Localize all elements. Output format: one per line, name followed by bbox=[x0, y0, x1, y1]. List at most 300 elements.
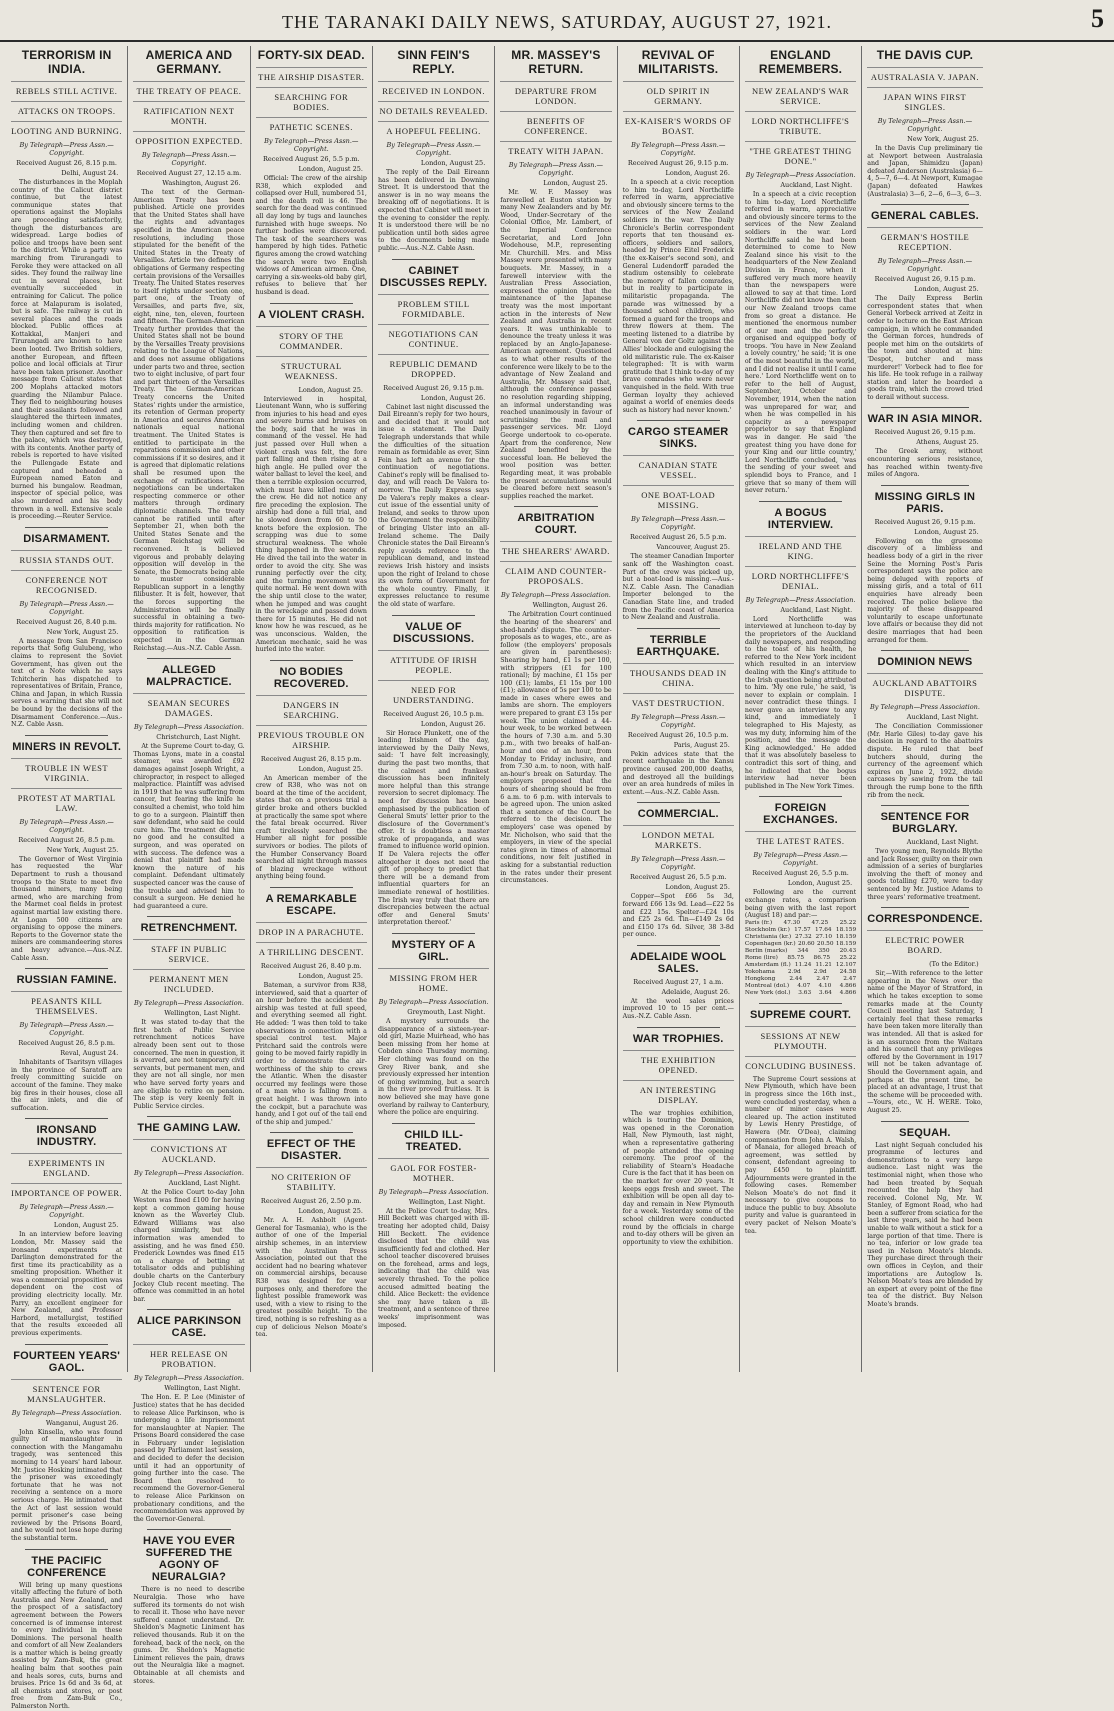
article-body: At the Supreme Court to-day, G. Thomas Lyons, mate in a coastal steamer, was awarded £92 damages against Joseph Wright, a chiropractor, in respect to alleged malpractice. Plaintiff was advised in 1919 that he was suffering from cancer, but fearing the knife he consulted a chemist, who told him to go to a surgeon. Plaintiff then saw defendant, who said he could cure him. The treatment did him no good and he consulted a surgeon, and was operated on with success. The defence was a denial that plaintiff had made known the nature of his complaint. Defendant ultimately suspected cancer was the cause of the trouble and advised him to consult a surgeon. He denied he had guaranteed a cure. bbox=[133, 743, 245, 910]
article-dateline: London, August 25. bbox=[53, 1221, 119, 1230]
received-time: Received August 26, 8.5 p.m. bbox=[18, 835, 115, 844]
article-byline: By Telegraph—Press Association. bbox=[11, 1408, 122, 1417]
article-headline: IRONSAND INDUSTRY. bbox=[36, 1124, 97, 1149]
article-byline: By Telegraph—Press Assn.—Copyright. bbox=[631, 141, 726, 157]
article-body: Following on the gruesome discovery of a limbless and headless body of a girl in the river Seine the Morning Post's Paris correspondent says the police are being deluged with reports of missing girls, and a total of 611 enquiries have already been received. The police believe the majority of these disappeared voluntarily to escape unfortunate love affairs or because they did not desire marriages that had been arranged for them. bbox=[867, 537, 983, 644]
article bbox=[256, 887, 367, 1126]
article-dateline: Adelaide, August 26. bbox=[661, 987, 730, 996]
article-headline: A BOGUS INTERVIEW. bbox=[767, 506, 834, 531]
article-subheading: AN INTERESTING DISPLAY. bbox=[623, 1080, 734, 1105]
article-subheading: A THRILLING DESCENT. bbox=[256, 942, 367, 957]
received-time: Received August 26, 8.15 p.m. bbox=[260, 754, 362, 763]
article-headline: A VIOLENT CRASH. bbox=[257, 308, 365, 321]
article-headline: WAR TROPHIES. bbox=[632, 1032, 724, 1045]
article bbox=[378, 933, 489, 1117]
article bbox=[623, 48, 734, 414]
article-subheading: EXPERIMENTS IN ENGLAND. bbox=[11, 1153, 122, 1178]
table-cell: Amsterdam (fl.) bbox=[744, 961, 791, 968]
article-body: The Daily Express Berlin correspondent states that when General Vorbeck arrived at Zeitz in order to lecture on the East African campaign, in which he commanded the German forces, hundreds of people met him on the outskirts of the town and shouted at him: 'Despot, butcher and mass murderer!' Vorbeck had to flee for his life. He took refuge in a railway station and later he boarded a goods train, which the crowd tried to derail without success. bbox=[867, 295, 983, 401]
article-dateline: London, August 26. bbox=[420, 393, 486, 402]
table-row bbox=[745, 948, 856, 955]
received-time: Received August 26, 2.50 p.m. bbox=[260, 1197, 362, 1206]
exchange-rates-table bbox=[745, 920, 856, 997]
article-body: Interviewed in hospital, Lieutenant Wann, who is suffering from injuries to his head and eyes and severe burns and bruises on the body, said that he was in command of the vessel. He had just passed over Hull when a violent crash was felt, the fore part falling and then rising at a high angle. He pulled over the water ballast to level the keel, and then a terrible explosion occurred, which must have killed many of the crew. He did not notice any fire preceding the explosion. The airship had done a full trial, and he slowed down from 60 to 50 knots before the explosion. The scrapping was due to some structural weakness. The whole thing happened in five seconds. He dived the tail into the water in order to avoid the city. She was running perfectly over the city, and the turning movement was quite normal. He went down with the ship until close to the water, when he jumped and was caught in the wreckage and passed down there for 15 minutes. He did not know how he was rescued, as he was unconscious. Walden, the American mechanic, said he was hurled into the water. bbox=[255, 395, 367, 654]
article-body: The Hon. E. P. Lee (Minister of Justice) states that he has decided to release Alice Parkinson, who is undergoing a life imprisonment for manslaughter at Napier. The Prisons Board considered the case in February under legislation passed by Parliament last session, and decided to defer the decision until it had an opportunity of going further into the case. The Board then resolved to recommend the Governor-General to release Alice Parkinson on probationary conditions, and the recommendation was approved by the Governor-General. bbox=[133, 1394, 245, 1523]
table-cell: 4.866 bbox=[839, 989, 857, 996]
article-body: Mr. W. F. Massey was farewelled at Euston station by many New Zealanders and by Mr. Wood, Under-Secretary of the Colonial Office, Mr. Lambert, of the Imperial Conference Secretariat, and Lord John Wodehouse, M.P., representing Mr. Churchill. Mrs. and Miss Massey were presented with many bouquets. Mr. Massey, in a farewell interview with the Australian Press Association, expressed the opinion that the maintenance of the Japanese treaty was the most important action in the interests of New Zealand and Australia in recent years. It was unthinkable to denounce the treaty unless it was replaced by an Anglo-Japanese-American agreement. Questioned as to what other results of the conference were likely to be to the advantage of New Zealand and Australia, Mr. Massey said that, although the conference passed no resolution regarding shipping, an informal understanding was reached unanimously in favour of scrutinising the mail and passenger services. Mr. Lloyd George undertook to co-operate. Apart from the conference, New Zealand benefited by the successful loan. He believed the wool position was better. Regarding meat, it was probable the present accumulations would be cleared before next season's supplies reached the market. bbox=[500, 189, 612, 500]
article-subheading: NEED FOR UNDERSTANDING. bbox=[378, 680, 489, 705]
table-cell: Hongkong bbox=[744, 975, 776, 982]
column-4 bbox=[373, 46, 495, 1372]
article-dateline: London, August 25. bbox=[420, 159, 486, 167]
article-dateline: London, August 26. bbox=[665, 169, 730, 177]
article-dateline: London, August 25. bbox=[298, 764, 363, 773]
divider-rule bbox=[392, 933, 475, 934]
article-body: Lord Northcliffe was interviewed at luncheon to-day by the proprietors of the Auckland daily newspapers, and responding to the toast of his health, he referred to the New York incident which resulted in an interview dealing with the King's attitude to the Irish question being attributed to him. 'My one rule,' he said, 'is never to explain or complain. I never contradict these things. I never gave an interview to any kind, and immediately I telegraphed to His Majesty, as was my duty, informing him of the position, and the message the King acknowledged.' He added that it was absolutely baseless to contradict this sort of thing, and he indicated that the bogus interview had never been published in The New York Times. bbox=[744, 615, 857, 790]
received-time: Received August 26, 8.40 p.m. bbox=[16, 617, 117, 626]
article-subheading: AUSTRALASIA V. JAPAN. bbox=[867, 67, 982, 82]
article-headline: GENERAL CABLES. bbox=[870, 210, 979, 223]
article-body: In a speech at a civic reception to him to-day, Lord Northcliffe referred in warm, appreciative and obviously sincere terms to the services of the New Zealand soldiers in the war. Lord Northcliffe said he had been determined to come to New Zealand since his visit to the headquarters of the New Zealand Division in France, when it suffered very much more heavily than the newspapers were allowed to say at that time. Lord Northcliffe did not know then that our New Zealand troops came from so great a distance. He mentioned the enormous number of our men and the perfectly organised and equipped body of troops. 'You have in New Zealand a lovely country,' he said; 'it is one of the most beautiful in the world, and I did not realise it until I came here.' Lord Northcliffe went on to refer to the hell of August, September, October and November, 1914, when the nation was unprepared for war, and when he was compelled in his capacity as a newspaper proprietor to say that England was in danger. He said 'the greatest thing you have done for your King and our little country,' Lord Northcliffe concluded, 'was the sending of your sweet and splendid boys to France, and I grieve that so many of them will never return.' bbox=[744, 191, 857, 495]
divider-rule bbox=[392, 615, 475, 616]
article-headline: DOMINION NEWS bbox=[877, 656, 973, 669]
article bbox=[11, 1549, 122, 1711]
divider-rule bbox=[25, 1549, 108, 1550]
article-body: Sir Horace Plunkett, one of the leading Irishmen of the day, interviewed by the Daily News, said: 'I have felt increasingly, during the past two months, that the calmest and frankest discussion has been infinitely more helpful than this strange reversion to secret diplomacy. The need for discussion has been emphasised by the publication of General Smuts' letter prior to the disclosure of the Government's offer. It is doubtless a master stroke of propaganda, and was framed to influence world opinion. If De Valera rejects the offer altogether it does not need the gift of prophecy to predict that there will be a demand from influential quarters for an immediate renewal of hostilities. The Irish way truly that there are discrepancies between the actual offer and General Smuts' interpretation thereof.' bbox=[377, 729, 490, 927]
article-headline: CABINET DISCUSSES REPLY. bbox=[379, 264, 488, 289]
divider-rule bbox=[514, 506, 597, 507]
table-cell: 4.10 bbox=[818, 982, 832, 989]
article-subheading: GAOL FOR FOSTER-MOTHER. bbox=[378, 1158, 489, 1183]
newspaper-title: THE TARANAKI DAILY NEWS, SATURDAY, AUGUST 27, 1921. bbox=[282, 12, 832, 32]
article bbox=[133, 1529, 244, 1685]
article bbox=[867, 907, 982, 1114]
article-body: An American member of the crew of R38, who was not on board at the time of the accident, states that on a previous trial a girder broke and others buckled at practically the same spot where the fatal break occurred. River craft tirelessly searched the Humber all night for possible survivors or bodies. The pilots of the Humber Conservancy Board searched all night through masses of blazing wreckage without anything being found. bbox=[255, 774, 367, 881]
article-dateline: Delhi, August 24. bbox=[61, 169, 119, 177]
article-body: In an interview before leaving London, Mr. Massey said the ironsand experiments at Darlington demonstrated for the first time its practicability as a smelting proposition. Whether it was a commercial proposition was dependent on the cost of providing electricity locally. Mr. Parry, an excellent engineer for New Zealand, and Professor Harbord, metallurgist, testified that the results exceeded all previous experiments. bbox=[11, 1231, 123, 1338]
table-cell: 86.75 bbox=[813, 954, 831, 961]
article bbox=[500, 506, 611, 884]
article-body: Copper—Spot £66 5s 3d, forward £66 13s 9d. Lead—£22 5s and £22 15s. Spelter—£24 10s and £25 2s 6d. Tin—£149 2s 6d and £150 17s 6d. Silver, 38 3-8d per ounce. bbox=[622, 893, 734, 939]
article-byline: By Telegraph—Press Assn.—Copyright. bbox=[631, 855, 726, 872]
article-subheading: THE TREATY OF PEACE. bbox=[133, 81, 244, 96]
table-cell: Yokohama bbox=[744, 968, 775, 975]
article-body: A mystery surrounds the disappearance of a sixteen-year-old girl, Mazie Muirhead, who has been missing from her home at Cobden since Thursday morning. Her clothing was found on the Grey River bank, and she previously expressed her intention of going swimming, but a search in the river proved fruitless. It is now believed she may have gone overland by railway to Canterbury, where the police are enquiring. bbox=[377, 1018, 490, 1117]
table-cell: Paris (fr.) bbox=[744, 919, 773, 926]
received-time: Received August 26, 5.5 p.m. bbox=[752, 869, 849, 878]
divider-rule bbox=[25, 1344, 108, 1345]
table-cell: 12.107 bbox=[835, 961, 857, 968]
article-subheading: VAST DESTRUCTION. bbox=[623, 693, 734, 708]
received-time: Received August 26, 10.5 p.m. bbox=[627, 730, 729, 739]
article-dateline: Reval, August 24. bbox=[60, 1049, 119, 1058]
article-subheading: ELECTRIC POWER BOARD. bbox=[867, 930, 982, 955]
received-time: Received August 26, 8.5 p.m. bbox=[18, 1039, 115, 1048]
table-row bbox=[745, 976, 856, 983]
divider-rule bbox=[881, 805, 968, 806]
article-body: A message from San Francisco reports that Sofig Gulubeng, who claims to represent the Soviet Government, has given out the text of a Note which he says Tchitcherin has dispatched to representatives of Britain, France, China and Japan, in which Russia serves a warning that she will not be bound by the decisions of the Disarmament Conference.—Aus.-N.Z. Cable Assn. bbox=[11, 637, 123, 729]
article-subheading: PROBLEM STILL FORMIDABLE. bbox=[378, 294, 489, 319]
article-subheading: HER RELEASE ON PROBATION. bbox=[133, 1344, 244, 1369]
article-headline: MINERS IN REVOLT. bbox=[12, 740, 122, 753]
article-body: Following are the current exchange rates, a comparison being given with the last report (August 18) and par:— bbox=[744, 889, 857, 920]
article-headline: MYSTERY OF A GIRL. bbox=[391, 939, 476, 963]
article-subheading: NO DETAILS REVEALED. bbox=[378, 101, 489, 116]
table-cell: 3.64 bbox=[818, 989, 832, 996]
column-6 bbox=[618, 46, 740, 1372]
article-subheading: THE LATEST RATES. bbox=[745, 831, 856, 846]
article-headline: THE PACIFIC CONFERENCE bbox=[27, 1554, 107, 1579]
article-body: Pekin advices state that the recent earthquake in the Kansu province caused 200,000 deaths, and destroyed all the buildings over an area hundreds of miles in extent.—Aus.-N.Z. Cable Assn. bbox=[622, 750, 734, 796]
article-body: The war trophies exhibition, which is touring the Dominion, was opened in the Coronation Hall, New Plymouth, last night, when a representative gathering of people attended the opening ceremony. The proof of the reliability of Stearn's Headache Cure is the fact that it has been on the market for over 20 years. It keeps eggs fresh and sweet. The exhibition will be open all day to-day and remain in New Plymouth for a week. Yesterday some of the school children were conducted round by the officials in charge and to-day others will be given an opportunity to view the exhibition. bbox=[622, 1109, 734, 1246]
table-row bbox=[745, 920, 856, 927]
article-subheading: THE EXHIBITION OPENED. bbox=[623, 1050, 734, 1075]
table-cell: 47.30 bbox=[783, 919, 801, 926]
article-byline: By Telegraph—Press Association. bbox=[869, 703, 980, 712]
article-body: The Greek army, without encountering serious resistance, has reached within twenty-five miles of Angora. bbox=[867, 448, 983, 479]
article-body: Will bring up many questions vitally affecting the future of both Australia and New Zealand, and the prospect of a satisfactory agreement between the Powers concerned is of immense interest to every individual in these Dominions. The personal health and comfort of all New Zealanders is a matter which is being greatly assisted by Zam-Buk, the great healing balm that soothes pain and heals sores, cuts, burns and bruises. Price 1s 6d and 3s 6d, at all chemists and stores, or post free from Zam-Buk Co., Palmerston North. bbox=[11, 1581, 123, 1711]
received-time: Received August 27, 12.15 a.m. bbox=[136, 169, 242, 177]
table-cell: 11.21 bbox=[815, 961, 832, 968]
article-body: The Conciliation Commissioner (Mr. Harle Giles) to-day gave his decision in regard to the abattoirs dispute. He ruled that beef butchers should, during the currency of the agreement which expires on June 2, 1922, divide carcases by sawing from the tail through the rump bone to the fifth rib from the neck. bbox=[867, 723, 983, 799]
divider-rule bbox=[881, 485, 968, 486]
received-time: Received August 26, 8.15 p.m. bbox=[16, 159, 117, 167]
article-body: John Kinsella, who was found guilty of manslaughter in connection with the Mangamahu tragedy, was sentenced this morning to 14 years' hard labour. Mr. Justice Hosking intimated that the prisoner was exceedingly fortunate that he was not receiving a sentence on a more serious charge. He intimated that the Act of last session would permit prisoner's case being reviewed by the Prisons Board, and he would not lose hope during the substantial term. bbox=[11, 1428, 123, 1542]
article-subheading: THE AIRSHIP DISASTER. bbox=[256, 67, 367, 82]
article bbox=[867, 204, 982, 401]
article-dateline: Wellington, Last Night. bbox=[164, 1384, 241, 1393]
article-headline: CHILD ILL-TREATED. bbox=[404, 1128, 464, 1153]
table-row bbox=[745, 990, 856, 997]
article-subheading: JAPAN WINS FIRST SINGLES. bbox=[867, 87, 982, 112]
column-2 bbox=[128, 46, 250, 1685]
divider-rule bbox=[881, 407, 968, 408]
article-byline: By Telegraph—Press Association. bbox=[378, 998, 489, 1006]
article-headline: REVIVAL OF MILITARISTS. bbox=[638, 48, 719, 76]
columns bbox=[6, 46, 1110, 1711]
article-headline: COMMERCIAL. bbox=[637, 808, 719, 821]
received-time: Received August 26, 10.5 p.m. bbox=[383, 709, 484, 718]
article-subheading: DEPARTURE FROM LONDON. bbox=[500, 81, 611, 106]
divider-rule bbox=[270, 1132, 353, 1133]
article-body: In a speech at a civic reception to him to-day, Lord Northcliffe referred in warm, appreciative and obviously sincere terms to the services of the New Zealand soldiers in the war. The Daily Chronicle's Berlin correspondent reports that ten thousand ex-officers, soldiers and sailors, headed by Prince Eitel Frederick (the ex-Kaiser's second son), and General Ludendorff paraded the stadium ostensibly to celebrate the memory of fallen comrades, but in reality to participate in militaristic propaganda. The parade was witnessed by a thousand school children, who formed a guard for the troops and threw flowers at them. The meeting listened to a diatribe by General von der Goltz against the Allies' blockade and eulogising the old militaristic rule. The ex-Kaiser telegraphed: 'It is with warm gratitude that I think to-day of my brave comrades who were never vanquished in the field. With true German loyalty they achieved against a world of enemies deeds such as history had never known.' bbox=[622, 179, 734, 414]
article-body: The disturbances in the Moplah country of the Calicut district continue, but the latest communique states that operations against the Moplahs are proceeding satisfactorily, though the disturbances are widespread. Large bodies of police and troops have been sent to the district. While a party was marching from Tirurangadi to Feroke they were attacked on all sides. They found the railway line cut in several places, but eventually succeeded in entraining for Calicut. The police force at Malapuram is isolated, but is safe. The railway is cut in several places and the roads blocked. Public offices at Kottakkal, Manjeri and Tirurangadi are known to have been looted. Two British soldiers, another European, and fifteen police and local officials at Tirur have been taken prisoner. Another message from Calicut states that 200 Moplahs attacked motors guarding the Nilambur Palace. They fled to neighbouring houses and their assailants followed and slaughtered the thirteen inmates, including women and children. They then captured and set fire to the palace, which was destroyed, with its contents. Another party of rebels is reported to have visited the Pullengade Estate and captured and beheaded a European named Eaton and burned his bungalow. Readman, inspector of special police, was also murdered and his body thrown in a well. Extensive scale is proceeding.—Reuter Service. bbox=[11, 179, 123, 521]
divider-rule bbox=[25, 1118, 108, 1119]
article bbox=[11, 48, 122, 521]
article bbox=[745, 1003, 856, 1235]
table-cell: 24.58 bbox=[839, 968, 857, 975]
article-subheading: STORY OF THE COMMANDER. bbox=[256, 326, 367, 351]
received-time: Received August 26, 9.15 p.m. bbox=[874, 275, 976, 284]
received-time: Received August 26, 5.5 p.m. bbox=[629, 873, 727, 882]
article-subheading: EX-KAISER'S WORDS OF BOAST. bbox=[623, 111, 734, 136]
table-cell: 17.64 bbox=[815, 926, 832, 933]
article bbox=[133, 1116, 244, 1303]
article bbox=[11, 527, 122, 729]
article-headline: THE DAVIS CUP. bbox=[876, 48, 974, 62]
article-byline: By Telegraph—Press Assn.—Copyright. bbox=[19, 1203, 114, 1220]
article-byline: By Telegraph—Press Assn.—Copyright. bbox=[631, 712, 726, 729]
article-body: Two young men, Reynolds Blythe and Jack Rosser, guilty on their own admission of a series of burglaries involving the theft of money and goods totalling £270, were to-day sentenced by Mr. Justice Adams to three years' reformative treatment. bbox=[867, 848, 983, 901]
article bbox=[867, 1121, 982, 1309]
table-cell: Stockholm (kr.) bbox=[744, 926, 790, 933]
article-byline: By Telegraph—Press Assn.—Copyright. bbox=[631, 515, 726, 532]
table-cell: 18.159 bbox=[835, 933, 857, 940]
divider-rule bbox=[147, 1529, 230, 1530]
article-headline: FORTY-SIX DEAD. bbox=[257, 48, 365, 62]
table-cell: Montreal (dol.) bbox=[744, 982, 790, 989]
article-headline: SEQUAH. bbox=[899, 1126, 951, 1139]
article-body: Bateman, a survivor from R38, interviewed, said that a quarter of an hour before the accident the airship was tested at full speed, and everything seemed all right. He added: 'I was then told to take observations in connection with a special control test. Major Pritchard said the controls were going to be moved fairly rapidly in order to demonstrate the air-worthiness of the ship to crews the Atlantic. When the disaster occurred my feelings were those of a man who is falling from a great height. I was thrown into the cockpit, but a parachute was handy, and I got out of the tail end of the ship and jumped.' bbox=[255, 982, 367, 1126]
table-cell: 25.22 bbox=[839, 954, 857, 961]
article-dateline: Greymouth, Last Night. bbox=[407, 1008, 486, 1016]
article-subheading: NO CRITERION OF STABILITY. bbox=[256, 1167, 367, 1192]
article bbox=[11, 968, 122, 1112]
article-headline: SENTENCE FOR BURGLARY. bbox=[880, 811, 970, 836]
article-body: Mr. A. H. Ashbolt (Agent-General for Tasmania), who is the author of one of the Imperial airship schemes, in an interview with the Australian Press Association, pointed out that the accident had no bearing whatever on commercial airships, because R38 was designed for war purposes only, and therefore the lightest possible framework was used, with a view to rising to the greatest possible height. To the tired, nothing is so refreshing as a cup of delicious Nelson Moate's tea. bbox=[255, 1217, 367, 1339]
article-byline: By Telegraph—Press Assn.—Copyright. bbox=[19, 599, 114, 616]
column-5 bbox=[495, 46, 617, 1372]
table-cell: 2.47 bbox=[843, 975, 857, 982]
table-cell: 344 bbox=[797, 947, 809, 954]
article-subheading: CONCLUDING BUSINESS. bbox=[745, 1056, 856, 1071]
article-headline: ARBITRATION COURT. bbox=[517, 512, 595, 537]
received-time: Received August 26, 9.15 p.m. bbox=[627, 159, 729, 167]
received-time: Received August 26, 5.5 p.m. bbox=[263, 155, 360, 163]
article-subheading: DANGERS IN SEARCHING. bbox=[256, 695, 367, 720]
article-headline: DISARMAMENT. bbox=[23, 532, 111, 545]
article bbox=[133, 1309, 244, 1523]
table-cell: 25.22 bbox=[839, 919, 857, 926]
article bbox=[867, 48, 982, 198]
article-subheading: TROUBLE IN WEST VIRGINIA. bbox=[11, 758, 122, 783]
article-subheading: SEARCHING FOR BODIES. bbox=[256, 87, 367, 112]
article-headline: A REMARKABLE ESCAPE. bbox=[265, 893, 357, 917]
article-subheading: THE SHEARERS' AWARD. bbox=[500, 541, 611, 556]
divider-rule bbox=[25, 968, 108, 969]
article-dateline: Auckland, Last Night. bbox=[780, 181, 853, 189]
article-dateline: London, August 25. bbox=[298, 972, 363, 980]
article-headline: ADELAIDE WOOL SALES. bbox=[630, 950, 727, 975]
article-byline: By Telegraph—Press Association. bbox=[745, 171, 856, 179]
page-number: 5 bbox=[1091, 4, 1104, 33]
received-time: Received August 26, 9.15 p.m. bbox=[874, 428, 976, 437]
article-headline: HAVE YOU EVER SUFFERED THE AGONY OF NEURALGIA? bbox=[142, 1535, 235, 1584]
masthead bbox=[0, 0, 1114, 42]
divider-rule bbox=[392, 259, 475, 260]
article-headline: SINN FEIN'S REPLY. bbox=[397, 48, 470, 76]
divider-rule bbox=[147, 1309, 230, 1310]
article-subheading: NEW ZEALAND'S WAR SERVICE. bbox=[745, 81, 856, 106]
article-byline: By Telegraph—Press Assn.—Copyright. bbox=[19, 1021, 114, 1038]
table-cell: 2.9d bbox=[787, 968, 801, 975]
article bbox=[133, 48, 244, 652]
table-cell: 85.75 bbox=[787, 954, 805, 961]
article-subheading: CANADIAN STATE VESSEL. bbox=[623, 455, 734, 480]
article bbox=[256, 48, 367, 297]
article-headline: CARGO STEAMER SINKS. bbox=[628, 426, 729, 451]
table-cell: 47.25 bbox=[811, 919, 829, 926]
article-byline: By Telegraph—Press Association. bbox=[134, 999, 244, 1008]
article-subheading: IMPORTANCE OF POWER. bbox=[11, 1183, 122, 1198]
article bbox=[867, 650, 982, 799]
article bbox=[623, 802, 734, 939]
article-headline: ENGLAND REMEMBERS. bbox=[758, 48, 843, 76]
article bbox=[133, 658, 244, 910]
article-byline: By Telegraph—Press Association. bbox=[745, 595, 856, 604]
divider-rule bbox=[881, 650, 968, 651]
table-cell: 20.60 bbox=[797, 940, 815, 947]
article-dateline: Wanganui, August 26. bbox=[45, 1418, 119, 1427]
received-time: Received August 26, 5.5 p.m. bbox=[629, 533, 727, 542]
article-headline: ALLEGED MALPRACTICE. bbox=[146, 664, 232, 689]
article bbox=[623, 628, 734, 797]
article-headline: RETRENCHMENT. bbox=[140, 922, 238, 935]
article bbox=[623, 945, 734, 1021]
article bbox=[623, 420, 734, 621]
table-cell: 4.866 bbox=[839, 982, 857, 989]
article bbox=[745, 501, 856, 791]
article-body: The Supreme Court sessions at New Plymouth, which have been in progress since the 16th inst., were concluded yesterday, when a number of minor cases were cleared up. The action instituted by Lewis Henry Prestidge, of Hawera (Mr. O'Dea), claiming compensation from John A. Walsh, of Manaia, for alleged breach of agreement, was settled by consent, defendant agreeing to pay £450 to plaintiff. Adjournments were granted in the following cases. Remember Nelson Moate's do not find it necessary to give coupons to induce the public to buy. Absolute purity and value is guaranteed in every packet of Nelson Moate's tea. bbox=[744, 1075, 857, 1235]
article-dateline: London, August 25. bbox=[298, 1207, 363, 1216]
article-subheading: LORD NORTHCLIFFE'S DENIAL. bbox=[745, 566, 856, 591]
article bbox=[11, 1118, 122, 1337]
article-dateline: Wellington, August 26. bbox=[532, 601, 608, 610]
article-dateline: London, August 26. bbox=[420, 719, 486, 728]
table-cell: 4.07 bbox=[797, 982, 811, 989]
table-cell: 20.50 bbox=[816, 940, 834, 947]
article-dateline: Auckland, Last Night. bbox=[780, 605, 853, 614]
divider-rule bbox=[270, 303, 353, 304]
table-row bbox=[745, 927, 856, 934]
article-body: The reply of the Dail Eireann has been delivered in Downing Street. It is understood that the answer is in no way means the breaking off of negotiations. It is expected that Cabinet will meet in the evening to consider the reply. It is understood there will be no publication until both sides agree to the documents being made public.—Aus.-N.Z. Cable Assn. bbox=[377, 169, 490, 252]
article-subheading: REBELS STILL ACTIVE. bbox=[11, 81, 122, 96]
article-headline: WAR IN ASIA MINOR. bbox=[867, 413, 983, 426]
article-subheading: RECEIVED IN LONDON. bbox=[378, 81, 489, 96]
article-byline: By Telegraph—Press Assn.—Copyright. bbox=[264, 137, 359, 153]
divider-rule bbox=[270, 660, 353, 661]
article bbox=[378, 615, 489, 927]
article-subheading: BENEFITS OF CONFERENCE. bbox=[500, 111, 611, 136]
table-row bbox=[745, 983, 856, 990]
article-headline: FOREIGN EXCHANGES. bbox=[763, 802, 838, 827]
article bbox=[133, 916, 244, 1110]
article-headline: SUPREME COURT. bbox=[749, 1008, 852, 1021]
article-subheading: LONDON METAL MARKETS. bbox=[623, 825, 734, 850]
article-subheading: REPUBLIC DEMAND DROPPED. bbox=[378, 354, 489, 379]
received-time: Received August 27, 1 a.m. bbox=[633, 977, 724, 986]
divider-rule bbox=[147, 1116, 230, 1117]
article-body: The Arbitration Court continued the hearing of the shearers' and shed-hands' dispute. The counter-proposals as to wages, etc., are as follow (the employers' proposals are given in parentheses): Shearing by hand, £1 1s per 100, with strippers (£1 for 100 rational); by machine, £1 15s per 100 (£1); lambs, £1 15s per 100 (£1); allowance of 5s per 100 to be made in cases where ewes and lambs are shorn. The employers were prepared to grant £3 15s per week. The union claimed a 44-hour week, to be worked between the hours of 7.30 a.m. and 5.30 p.m., with two breaks of half-an-hour and one of an hour, from Monday to Friday inclusive, and from 7.30 a.m. to noon, with half-an-hour's break on Saturday. The employers proposed that the hours of shearing should be from 6 a.m. to 6 p.m. with intervals to be agreed upon. The union asked that a sentence of the Court be referred to the decision. The employers' case was opened by Mr. Nicholson, who said that the employers, in view of the special rates given in times of abnormal conditions, now felt justified in asking for a substantial reduction in the rates under their present circumstances. bbox=[500, 611, 612, 885]
article-body: The steamer Canadian Importer sank off the Washington coast. Part of the crew was picked up, but a boat-load is missing.—Aus.-N.Z. Cable Assn. The Canadian Importer belonged to the Canadian State line, and traded from the Pacific coast of America to New Zealand and Australia. bbox=[622, 553, 734, 622]
article bbox=[256, 1132, 367, 1339]
article-subheading: STAFF IN PUBLIC SERVICE. bbox=[133, 939, 244, 964]
article-byline: By Telegraph—Press Assn.—Copyright. bbox=[19, 141, 114, 157]
article-byline: By Telegraph—Press Association. bbox=[500, 591, 611, 600]
article-subheading: OPPOSITION EXPECTED. bbox=[133, 131, 244, 146]
table-cell: Rome (lire) bbox=[744, 954, 778, 961]
table-cell: 2.47 bbox=[816, 975, 830, 982]
article-body: At the wool sales prices improved 10 to 15 per cent.—Aus.-N.Z. Cable Assn. bbox=[622, 997, 734, 1021]
article-headline: CORRESPONDENCE. bbox=[867, 913, 983, 926]
article-subheading: ATTACKS ON TROOPS. bbox=[11, 101, 122, 116]
article-dateline: New York, August 25. bbox=[46, 627, 119, 636]
table-cell: 18.159 bbox=[835, 926, 857, 933]
table-row bbox=[745, 969, 856, 976]
article bbox=[500, 48, 611, 500]
article-subheading: SENTENCE FOR MANSLAUGHTER. bbox=[11, 1379, 122, 1404]
table-row bbox=[745, 962, 856, 969]
article-subheading: PEASANTS KILL THEMSELVES. bbox=[11, 991, 122, 1016]
article bbox=[256, 660, 367, 881]
article-subheading: RATIFICATION NEXT MONTH. bbox=[133, 101, 244, 126]
table-cell: New York (dol.) bbox=[744, 989, 791, 996]
table-cell: 350 bbox=[818, 947, 830, 954]
article-subheading: SEAMAN SECURES DAMAGES. bbox=[133, 693, 244, 718]
article-dateline: London, August 25. bbox=[787, 879, 853, 888]
article-subheading: PROTEST AT MARTIAL LAW. bbox=[11, 788, 122, 813]
divider-rule bbox=[759, 501, 842, 502]
column-3 bbox=[251, 46, 373, 1372]
article bbox=[378, 48, 489, 253]
article-subheading: PATHETIC SCENES. bbox=[256, 117, 367, 132]
article-dateline: Wellington, Last Night. bbox=[164, 1009, 241, 1018]
article-byline: By Telegraph—Press Assn.—Copyright. bbox=[877, 257, 973, 274]
divider-rule bbox=[147, 658, 230, 659]
article bbox=[867, 407, 982, 478]
table-cell: Christiania (kr.) bbox=[744, 933, 792, 940]
article-subheading: AUCKLAND ABATTOIRS DISPUTE. bbox=[867, 673, 982, 698]
column-1 bbox=[6, 46, 128, 1711]
divider-rule bbox=[637, 802, 720, 803]
article bbox=[745, 796, 856, 996]
article-dateline: Vancouver, August 25. bbox=[656, 543, 730, 552]
article-dateline: Auckland, Last Night. bbox=[168, 1179, 241, 1188]
article-subheading: LOOTING AND BURNING. bbox=[11, 121, 122, 136]
table-row bbox=[745, 955, 856, 962]
article-headline: ALICE PARKINSON CASE. bbox=[136, 1315, 242, 1340]
table-cell: 2.44 bbox=[789, 975, 803, 982]
article bbox=[378, 259, 489, 609]
article-dateline: London, August 25. bbox=[298, 165, 363, 173]
article-headline: FOURTEEN YEARS' GAOL. bbox=[13, 1349, 121, 1374]
article-byline: By Telegraph—Press Assn.—Copyright. bbox=[19, 817, 114, 834]
divider-rule bbox=[881, 907, 968, 908]
article bbox=[745, 48, 856, 495]
table-cell: 27.32 bbox=[795, 933, 812, 940]
article-dateline: Washington, August 26. bbox=[162, 179, 241, 187]
divider-rule bbox=[25, 527, 108, 528]
divider-rule bbox=[637, 1027, 720, 1028]
article-byline: By Telegraph—Press Association. bbox=[134, 1374, 244, 1383]
article-subheading: PERMANENT MEN INCLUDED. bbox=[133, 969, 244, 994]
column-7 bbox=[740, 46, 862, 1372]
received-time: Received August 26, 9.15 p.m. bbox=[383, 383, 484, 392]
article-dateline: Auckland, Last Night. bbox=[906, 838, 979, 847]
table-cell: 20.43 bbox=[839, 947, 857, 954]
article-body: Inhabitants of Tsaritsyn villages in the province of Saratoff are freely committing suicide on account of the famine. They make big fires in their houses, close all the air inlets, and die of suffocation. bbox=[11, 1059, 123, 1112]
article-dateline: London, August 25. bbox=[543, 179, 608, 187]
article-body: Sir,—With reference to the letter appearing in the News over the name of the Mayor of Stratford, in which he takes exception to some remarks made at the County Council meeting last Saturday, I certainly feel that these remarks have been taken more literally than was intended. All that is asked for is an assurance from the Waitara and his council that any privileges offered by the Government in 1917 will not be taken advantage of. Should the Government again, and perhaps at the present time, be placed at an advantage, I trust that the scheme will be proceeded with. —Yours, etc., W. H. WERE. Toko, August 25. bbox=[867, 970, 983, 1114]
article-headline: TERRORISM IN INDIA. bbox=[21, 48, 112, 76]
article-headline: THE GAMING LAW. bbox=[137, 1122, 241, 1135]
table-cell: 3.63 bbox=[798, 989, 812, 996]
article-byline: By Telegraph—Press Assn.—Copyright. bbox=[508, 161, 604, 177]
article bbox=[11, 1344, 122, 1543]
article-subheading: OLD SPIRIT IN GERMANY. bbox=[623, 81, 734, 106]
article-subheading: GERMAN'S HOSTILE RECEPTION. bbox=[867, 227, 982, 252]
article-dateline: Wellington, Last Night. bbox=[408, 1197, 486, 1206]
